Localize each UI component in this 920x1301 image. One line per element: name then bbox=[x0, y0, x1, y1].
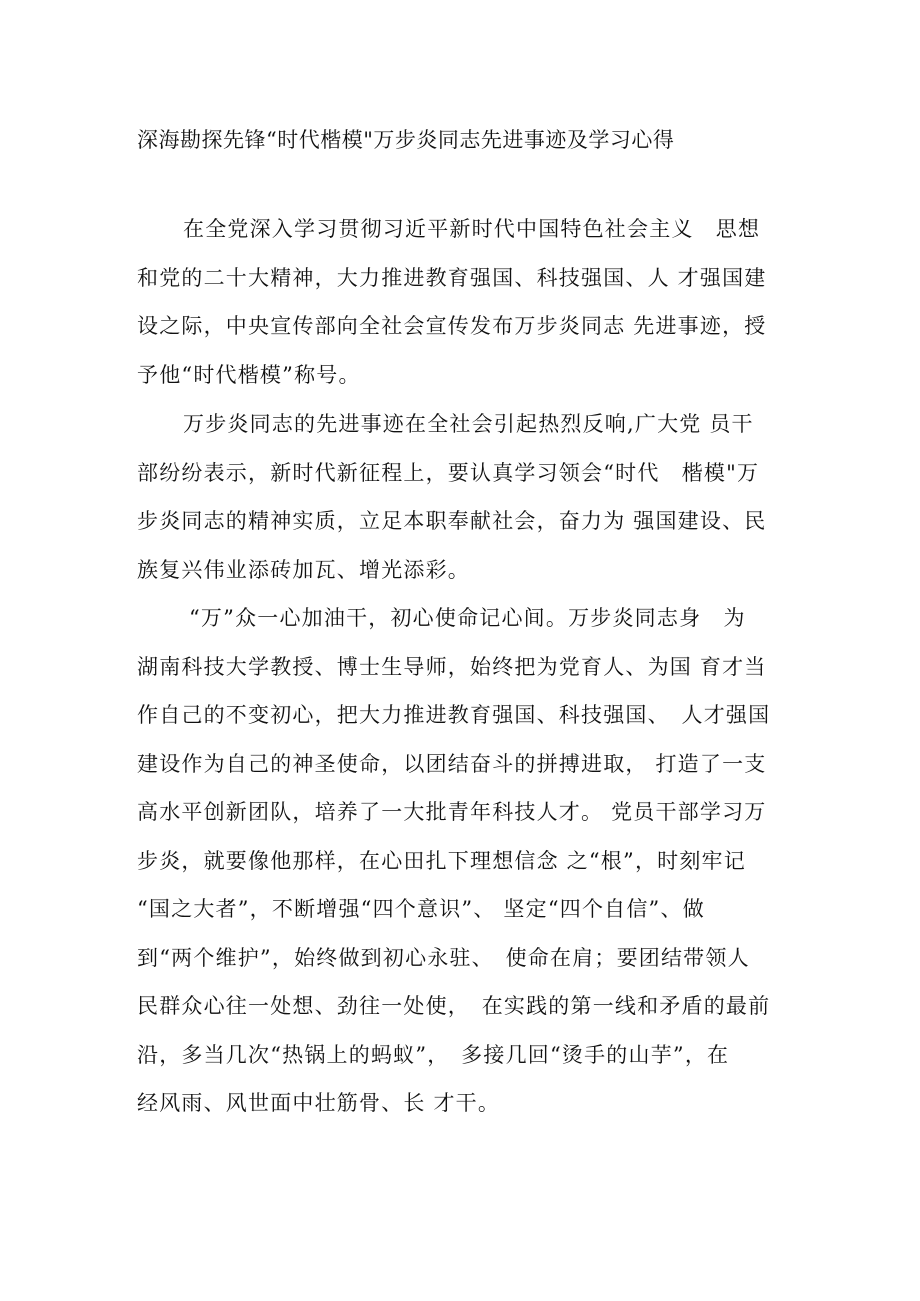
paragraph-line: 建设作为自己的神圣使命，以团结奋斗的拼搏进取， 打造了一支 bbox=[137, 751, 767, 776]
paragraph-3 bbox=[137, 594, 797, 1128]
paragraph-line: 湖南科技大学教授、博士生导师，始终把为党育人、为国 育才当 bbox=[137, 654, 767, 679]
paragraph-line: 步炎同志的精神实质，立足本职奉献社会，奋力为 强国建设、民 bbox=[137, 509, 767, 533]
paragraph-line: 予他“时代楷模”称号。 bbox=[137, 362, 361, 387]
paragraph-line: 经风雨、风世面中壮筋骨、长 才干。 bbox=[137, 1091, 501, 1115]
paragraph-line: 族复兴伟业添砖加瓦、增光添彩。 bbox=[137, 557, 470, 582]
paragraph-line: 部纷纷表示，新时代新征程上，要认真学习领会“时代 楷模"万 bbox=[137, 460, 760, 485]
paragraph-line: “国之大者”，不断增强“四个意识”、 坚定“四个自信”、做 bbox=[137, 897, 705, 921]
paragraph-2 bbox=[137, 400, 797, 594]
paragraph-line: 沿，多当几次“热锅上的蚂蚁”， 多接几回“烫手的山芋”，在 bbox=[137, 1042, 730, 1067]
paragraph-line: 高水平创新团队，培养了一大批青年科技人才。 党员干部学习万 bbox=[137, 800, 767, 824]
document-title: 深海勘探先锋“时代楷模"万步炎同志先进事迹及学习心得 bbox=[137, 128, 675, 152]
paragraph-line: 民群众心往一处想、劲往一处使， 在实践的第一线和矛盾的最前 bbox=[137, 994, 771, 1018]
paragraph-line: 作自己的不变初心，把大力推进教育强国、科技强国、 人才强国 bbox=[137, 703, 771, 727]
paragraph-line: 设之际，中央宣传部向全社会宣传发布万步炎同志 先进事迹，授 bbox=[137, 314, 767, 338]
paragraph-line: 在全党深入学习贯彻习近平新时代中国特色社会主义 思想 bbox=[183, 217, 761, 241]
paragraph-line: 万步炎同志的先进事迹在全社会引起热烈反响,广大党 员干 bbox=[183, 412, 754, 436]
paragraph-line: “万”众一心加油干，初心使命记心间。万步炎同志身 为 bbox=[189, 606, 746, 630]
paragraph-line: 到“两个维护”，始终做到初心永驻、 使命在肩；要团结带领人 bbox=[137, 945, 750, 970]
paragraph-line: 和党的二十大精神，大力推进教育强国、科技强国、人 才强国建 bbox=[137, 265, 767, 290]
paragraph-line: 步炎，就要像他那样，在心田扎下理想信念 之“根”，时刻牢记 bbox=[137, 848, 746, 873]
paragraph-1 bbox=[137, 205, 797, 399]
